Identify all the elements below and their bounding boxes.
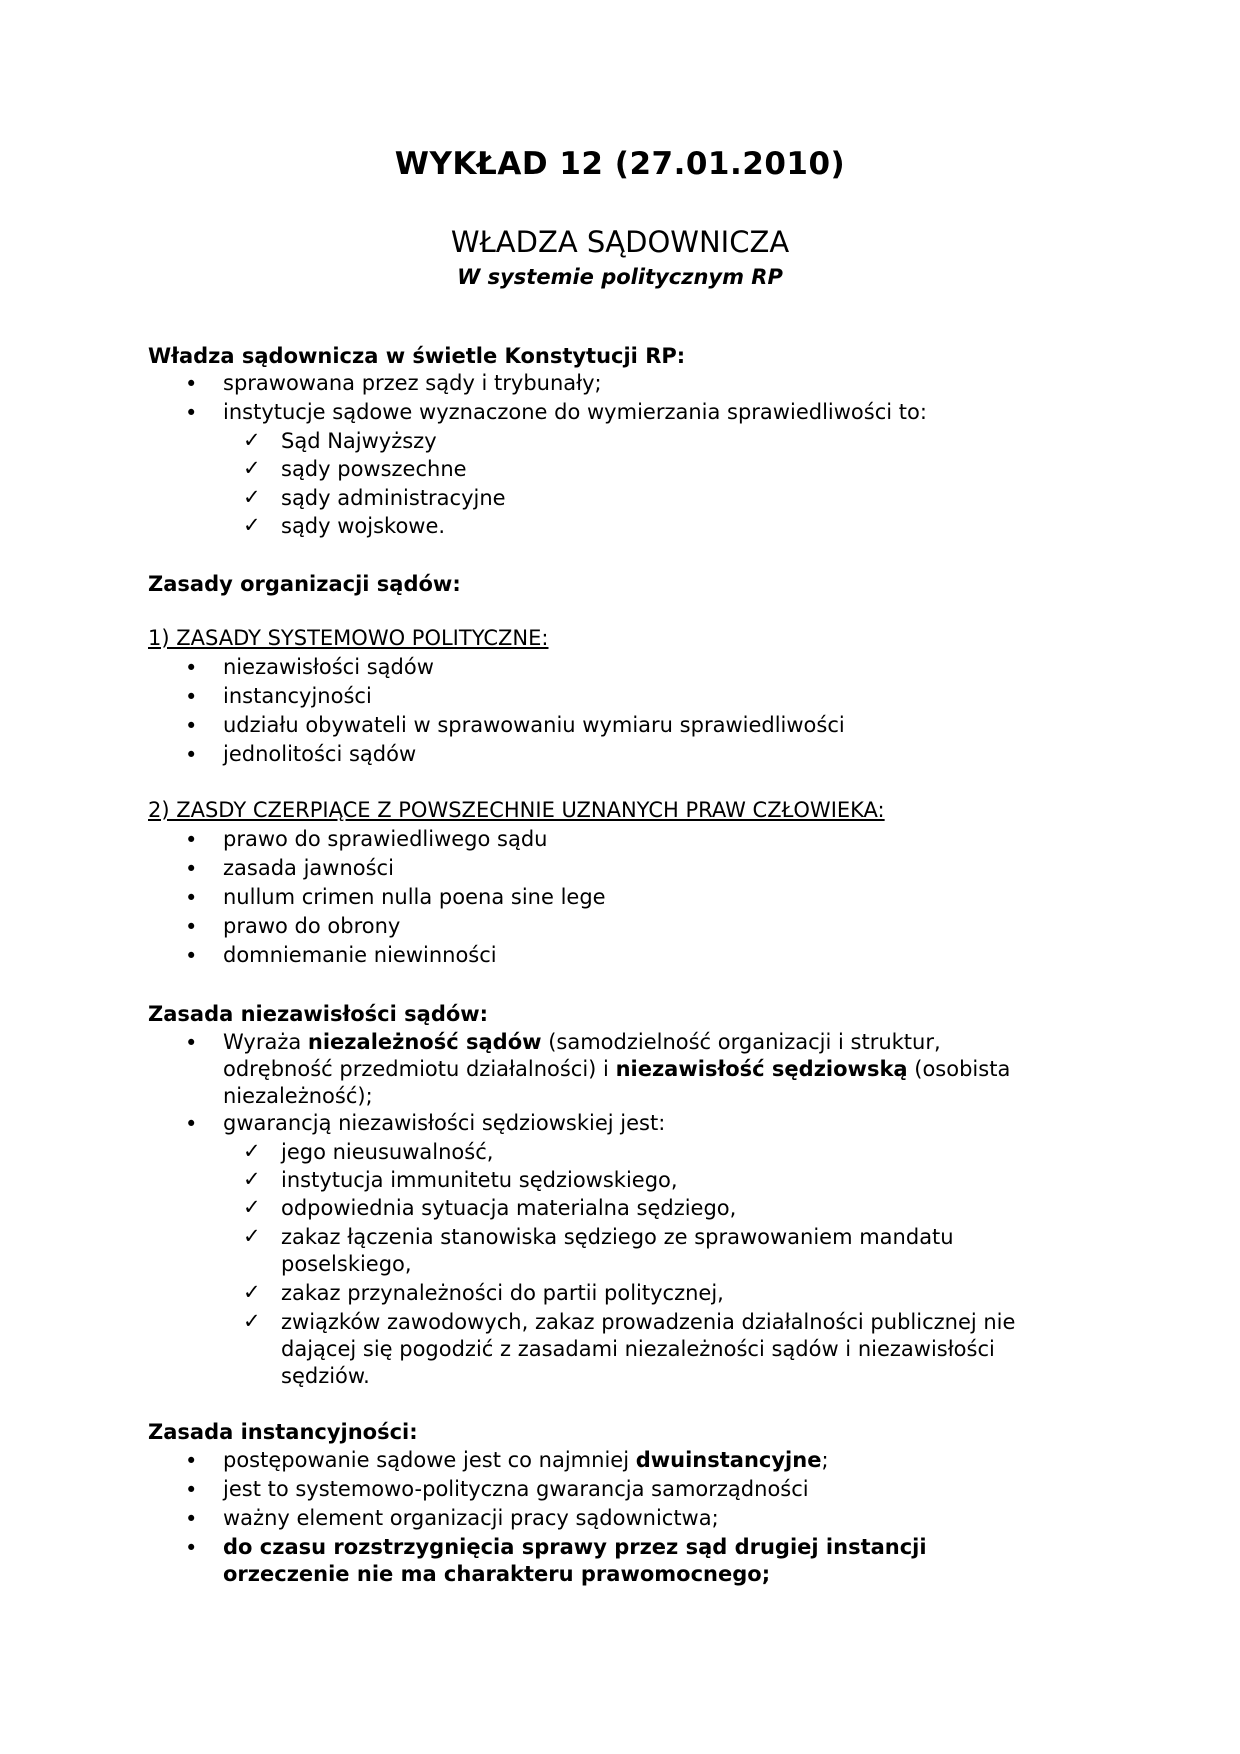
bullet-icon: • (185, 857, 198, 881)
list-item-continuation: poselskiego, (281, 1252, 412, 1276)
list-item: nullum crimen nulla poena sine lege (223, 885, 606, 909)
bullet-icon: • (185, 944, 198, 968)
check-icon: ✓ (243, 456, 261, 480)
bullet-icon: • (185, 401, 198, 425)
list-item: gwarancją niezawisłości sędziowskiej jest: (223, 1111, 666, 1135)
bullet-icon: • (185, 714, 198, 738)
list-item: Sąd Najwyższy (281, 429, 437, 453)
check-icon: ✓ (243, 1167, 261, 1191)
check-icon: ✓ (243, 1280, 261, 1304)
bullet-icon: • (185, 1449, 198, 1473)
section-heading: Zasada niezawisłości sądów: (148, 1002, 489, 1026)
bullet-icon: • (185, 915, 198, 939)
check-icon: ✓ (243, 485, 261, 509)
text-run: (samodzielność organizacji i struktur, (541, 1030, 941, 1054)
bold-text: dwuinstancyjne (635, 1448, 822, 1472)
bold-text: niezawisłość sędziowską (615, 1057, 908, 1081)
check-icon: ✓ (243, 1139, 261, 1163)
bold-text: niezależność sądów (307, 1030, 542, 1054)
list-item: niezawisłości sądów (223, 655, 434, 679)
bullet-icon: • (185, 1031, 198, 1055)
bullet-icon: • (185, 828, 198, 852)
list-item-continuation: orzeczenie nie ma charakteru prawomocnego; (223, 1562, 771, 1586)
text-run: ; (821, 1448, 829, 1472)
page-title: WYKŁAD 12 (27.01.2010) (394, 146, 846, 182)
text-run: Wyraża (223, 1030, 308, 1054)
list-item: instytucja immunitetu sędziowskiego, (281, 1168, 678, 1192)
list-item: ważny element organizacji pracy sądownictwa; (223, 1506, 719, 1530)
list-item: prawo do obrony (223, 914, 401, 938)
list-item: zakaz łączenia stanowiska sędziego ze sprawowaniem mandatu (281, 1225, 954, 1249)
bullet-icon: • (185, 1536, 198, 1560)
check-icon: ✓ (243, 1224, 261, 1248)
page-subsubtitle: W systemie politycznym RP (457, 265, 783, 289)
bullet-icon: • (185, 1507, 198, 1531)
list-item: zakaz przynależności do partii politycznej, (281, 1281, 724, 1305)
list-item: jego nieusuwalność, (281, 1140, 494, 1164)
page-subtitle: WŁADZA SĄDOWNICZA (450, 225, 790, 259)
bullet-icon: • (185, 1112, 198, 1136)
bullet-icon: • (185, 886, 198, 910)
text-run: postępowanie sądowe jest co najmniej (223, 1448, 636, 1472)
list-item: sądy administracyjne (281, 486, 506, 510)
list-item: zasada jawności (223, 856, 394, 880)
list-item: domniemanie niewinności (223, 943, 497, 967)
check-icon: ✓ (243, 428, 261, 452)
text-run: odrębność przedmiotu działalności) i (223, 1057, 616, 1081)
list-item: odpowiednia sytuacja materialna sędziego, (281, 1196, 737, 1220)
list-item: prawo do sprawiedliwego sądu (223, 827, 548, 851)
list-item: udziału obywateli w sprawowaniu wymiaru sprawiedliwości (223, 713, 845, 737)
list-item: sądy wojskowe. (281, 514, 446, 538)
list-item: związków zawodowych, zakaz prowadzenia działalności publicznej nie (281, 1310, 1016, 1334)
bullet-icon: • (185, 685, 198, 709)
check-icon: ✓ (243, 513, 261, 537)
section-heading: Władza sądownicza w świetle Konstytucji RP: (148, 344, 686, 368)
bullet-icon: • (185, 372, 198, 396)
bullet-icon: • (185, 743, 198, 767)
section-heading: Zasady organizacji sądów: (148, 572, 461, 596)
text-run: (osobista (907, 1057, 1011, 1081)
list-item: sprawowana przez sądy i trybunały; (223, 371, 602, 395)
list-item (223, 1447, 829, 1474)
list-item: jednolitości sądów (223, 742, 417, 766)
list-item: do czasu rozstrzygnięcia sprawy przez sąd drugiej instancji (223, 1535, 927, 1559)
list-item-continuation (223, 1056, 1010, 1083)
list-item: instytucje sądowe wyznaczone do wymierzania sprawiedliwości to: (223, 400, 927, 424)
list-item-continuation: sędziów. (281, 1364, 370, 1388)
list-item: sądy powszechne (281, 457, 467, 481)
list-item-continuation: dającej się pogodzić z zasadami niezależności sądów i niezawisłości (281, 1337, 995, 1361)
section-heading: Zasada instancyjności: (148, 1420, 418, 1444)
bullet-icon: • (185, 1478, 198, 1502)
list-item: jest to systemowo-polityczna gwarancja samorządności (223, 1477, 809, 1501)
list-item (223, 1029, 941, 1056)
list-item-continuation: niezależność); (223, 1084, 373, 1108)
subsection-heading: 1) ZASADY SYSTEMOWO POLITYCZNE: (148, 626, 549, 650)
list-item: instancyjności (223, 684, 372, 708)
bullet-icon: • (185, 656, 198, 680)
check-icon: ✓ (243, 1309, 261, 1333)
subsection-heading: 2) ZASDY CZERPIĄCE Z POWSZECHNIE UZNANYCH PRAW CZŁOWIEKA: (148, 798, 885, 822)
check-icon: ✓ (243, 1195, 261, 1219)
